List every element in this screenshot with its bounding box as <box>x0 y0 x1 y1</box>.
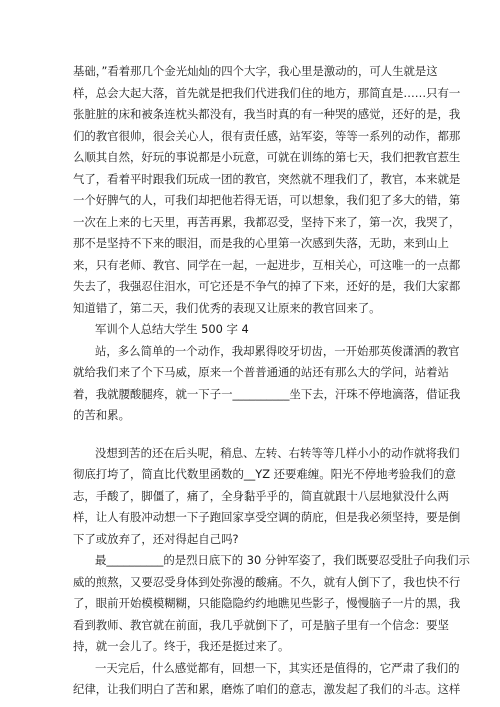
section-heading: 军训个人总结大学生 500 字 4 <box>95 322 249 336</box>
paragraph-5 <box>73 658 461 701</box>
text-line: 最__________的是烈日底下的 30 分钟军姿了，我们既要忍受肚子向我们示 <box>95 553 470 567</box>
text-line: 着，我就腰酸腿疼，就一下子一__________坐下去，汗珠不停地滴落，借证我 <box>73 386 461 401</box>
text-line: 看到教师、教官就在前面，我几乎就倒下了，可是脑子里有一个信念：要坚 <box>73 617 449 632</box>
text-line: 知道错了，第二天，我们优秀的表现又让原来的教官回来了。 <box>73 300 381 315</box>
text-line: 那不是坚持不下来的眼泪，而是我的心里第一次感到失落，无助，来到山上 <box>73 236 449 250</box>
text-line: 张脏脏的床和被条连枕头都没有，我当时真的有一种哭的感觉，还好的是，我 <box>73 107 461 121</box>
text-line: 的苦和累。 <box>73 408 130 422</box>
text-line: 持，就一会儿了。终于，我还是挺过来了。 <box>73 639 290 653</box>
text-line: 了，眼前开始模模糊糊，只能隐隐约约地瞧见些影子，慢慢脑子一片的黑，我 <box>73 596 461 610</box>
text-line: 失去了，我强忍住泪水，可它还是不争气的掉了下来，还好的是，我们大家都 <box>73 279 461 293</box>
paragraph-spacer <box>73 427 429 443</box>
text-line: 样，总会大起大落，首先就是把我们代进我们住的地方，那简直是……只有一 <box>73 85 461 100</box>
text-line: 样，让人有股冲动想一下子跑回家享受空调的荫庇，但是我必须坚持，要是倒 <box>73 510 461 524</box>
text-line: 么顺其自然，好玩的事说都是小玩意，可就在训练的第七天，我们把教官惹生 <box>73 150 461 164</box>
text-line: 彻底打垮了，简直比代数里函数的__YZ 还要难缠。阳光不停地考验我们的意 <box>73 467 456 481</box>
document-body <box>73 61 470 701</box>
text-line: 基础，”看着那几个金光灿灿的四个大字，我心里是激动的，可人生就是这 <box>73 64 438 78</box>
text-line: 威的煎熬，又要忍受身体到处弥漫的酸痛。不久，就有人倒下了，我也快不行 <box>73 574 461 589</box>
text-line: 一次在上来的七天里，再苦再累，我都忍受，坚持下来了，第一次，我哭了， <box>73 214 461 229</box>
text-line: 站，多么简单的一个动作，我却累得咬牙切齿，一开始那英俊潇洒的教官 <box>95 343 460 358</box>
paragraph-1 <box>73 61 461 319</box>
paragraph-4 <box>73 550 470 658</box>
text-line: 就给我们来了个下马威，原来一个普普通通的站还有那么大的学问，站着站 <box>73 365 449 379</box>
text-line: 下了或放弃了，还对得起自己吗? <box>73 531 239 546</box>
text-line: 一个好脾气的人，可我们却把他若得无语，可以想象，我们犯了多大的错，第 <box>73 193 461 207</box>
text-line: 志，手酸了，脚僵了，痛了，全身黏乎乎的，简直就跟十八层地狱没什么两 <box>73 488 449 503</box>
text-line: 没想到苦的还在后头呢，稍息、左转、右转等等几样小小的动作就将我们 <box>95 445 460 460</box>
text-line: 纪律，让我们明白了苦和累，磨炼了咱们的意志，激发起了我们的斗志。这样 <box>73 682 461 696</box>
text-line: 一天完后，什么感觉都有，回想一下，其实还是值得的，它严肃了我们的 <box>95 660 460 675</box>
paragraph-2 <box>73 341 461 427</box>
text-line: 来，只有老师、教官、同学在一起，一起进步，互相关心，可这唯一的一点都 <box>73 257 461 272</box>
text-line: 气了，看着平时跟我们玩成一团的教官，突然就不理我们了，教官，本来就是 <box>73 171 461 186</box>
paragraph-3 <box>73 443 461 551</box>
text-line: 们的教官很帅，很会关心人，很有责任感，站军姿，等等一系列的动作，都那 <box>73 128 461 143</box>
